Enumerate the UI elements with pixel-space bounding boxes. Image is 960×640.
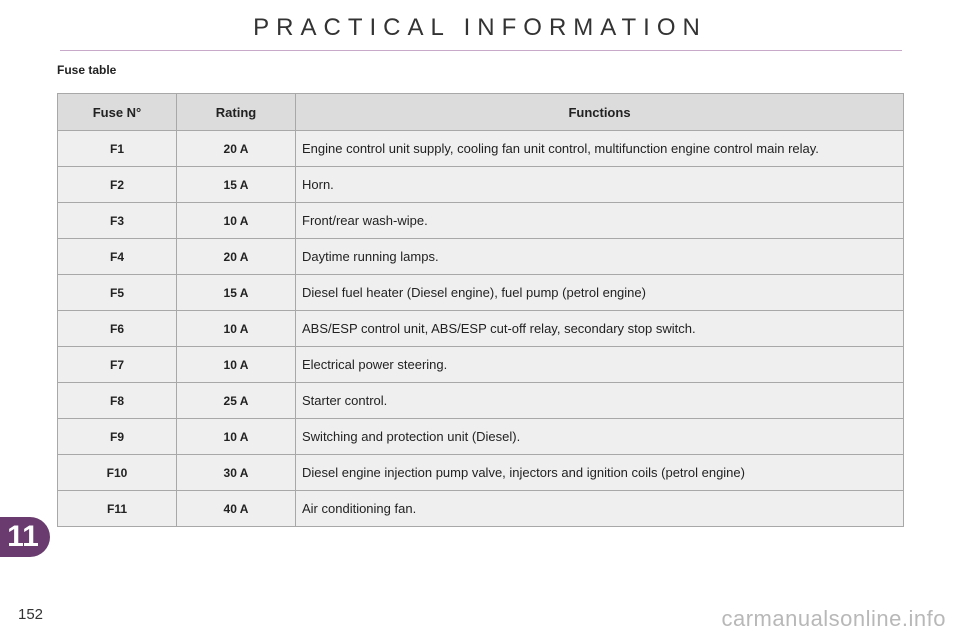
cell-fuse-number: F2 [58, 167, 177, 203]
cell-fuse-number: F1 [58, 131, 177, 167]
table-row [58, 419, 904, 455]
cell-function: Starter control. [296, 383, 904, 419]
cell-function: Electrical power steering. [296, 347, 904, 383]
cell-function: Diesel engine injection pump valve, injectors and ignition coils (petrol engine) [296, 455, 904, 491]
cell-function: Air conditioning fan. [296, 491, 904, 527]
table-row [58, 239, 904, 275]
fuse-table [57, 93, 904, 527]
table-row [58, 275, 904, 311]
cell-rating: 10 A [177, 347, 296, 383]
chapter-number: 11 [7, 520, 39, 553]
cell-rating: 15 A [177, 167, 296, 203]
column-header-functions: Functions [296, 94, 904, 131]
cell-rating: 20 A [177, 131, 296, 167]
chapter-tab [0, 517, 50, 557]
cell-rating: 15 A [177, 275, 296, 311]
cell-function: Engine control unit supply, cooling fan unit control, multifunction engine control main relay. [296, 131, 904, 167]
cell-rating: 10 A [177, 203, 296, 239]
cell-fuse-number: F5 [58, 275, 177, 311]
table-row [58, 311, 904, 347]
table-row [58, 167, 904, 203]
cell-fuse-number: F11 [58, 491, 177, 527]
table-row [58, 383, 904, 419]
header-divider [60, 50, 902, 51]
table-header-row [58, 94, 904, 131]
table-row [58, 455, 904, 491]
cell-function: Front/rear wash-wipe. [296, 203, 904, 239]
section-title: Fuse table [57, 63, 117, 77]
cell-fuse-number: F9 [58, 419, 177, 455]
cell-fuse-number: F10 [58, 455, 177, 491]
column-header-fuse: Fuse N° [58, 94, 177, 131]
cell-rating: 25 A [177, 383, 296, 419]
page-number: 152 [18, 606, 44, 623]
cell-fuse-number: F8 [58, 383, 177, 419]
table-row [58, 491, 904, 527]
cell-rating: 10 A [177, 419, 296, 455]
watermark-text: carmanualsonline.info [721, 606, 946, 631]
cell-fuse-number: F6 [58, 311, 177, 347]
cell-function: ABS/ESP control unit, ABS/ESP cut-off relay, secondary stop switch. [296, 311, 904, 347]
page-header-title: PRACTICAL INFORMATION [253, 14, 707, 41]
cell-fuse-number: F4 [58, 239, 177, 275]
table-row [58, 131, 904, 167]
cell-fuse-number: F3 [58, 203, 177, 239]
table-row [58, 203, 904, 239]
column-header-rating: Rating [177, 94, 296, 131]
cell-rating: 30 A [177, 455, 296, 491]
cell-function: Horn. [296, 167, 904, 203]
cell-rating: 20 A [177, 239, 296, 275]
cell-fuse-number: F7 [58, 347, 177, 383]
cell-function: Diesel fuel heater (Diesel engine), fuel pump (petrol engine) [296, 275, 904, 311]
cell-function: Switching and protection unit (Diesel). [296, 419, 904, 455]
cell-rating: 40 A [177, 491, 296, 527]
cell-rating: 10 A [177, 311, 296, 347]
cell-function: Daytime running lamps. [296, 239, 904, 275]
table-row [58, 347, 904, 383]
